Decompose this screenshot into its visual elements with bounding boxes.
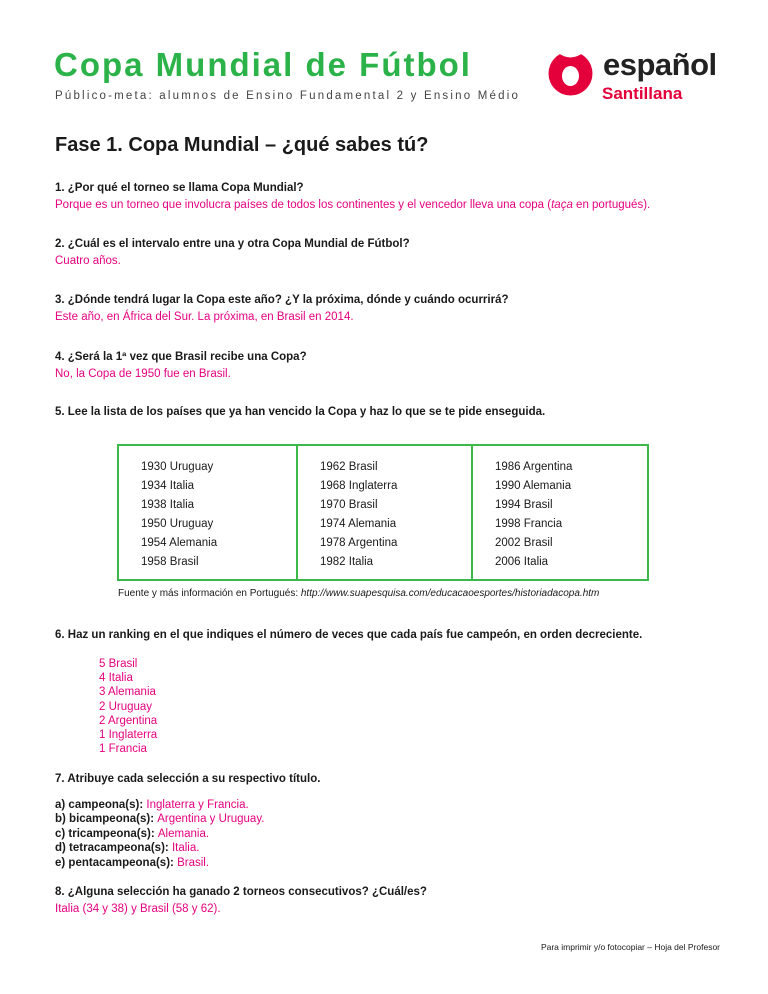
- ranking-item: 1 Inglaterra: [99, 729, 158, 742]
- winner-entry: 1970 Brasil: [320, 499, 378, 511]
- document-title: Copa Mundial de Fútbol: [54, 46, 472, 83]
- phase-title: Fase 1. Copa Mundial – ¿qué sabes tú?: [55, 134, 429, 156]
- ranking-item: 4 Italia: [99, 672, 133, 685]
- ranking-item: 2 Argentina: [99, 714, 158, 727]
- question-7: [55, 771, 735, 788]
- logo-mark-icon: [547, 49, 594, 96]
- ranking-item: 1 Francia: [99, 743, 147, 756]
- winner-entry: 1968 Inglaterra: [320, 480, 398, 492]
- winners-column-2: [296, 446, 471, 579]
- ranking-list: [99, 657, 157, 756]
- winner-entry: 2006 Italia: [495, 556, 549, 568]
- question-text: 6. Haz un ranking en el que indiques el número de veces que cada país fue campeón, en orden decreciente.: [55, 629, 643, 641]
- title-row: c) tricampeona(s): Alemania.: [55, 827, 210, 840]
- winner-entry: 1930 Uruguay: [141, 461, 214, 473]
- question-1: [55, 180, 735, 214]
- title-row: a) campeona(s): Inglaterra y Francia.: [55, 799, 249, 811]
- titles-list: [55, 798, 264, 870]
- question-text: 5. Lee la lista de los países que ya han vencido la Copa y haz lo que se te pide enseguida.: [55, 406, 546, 418]
- logo-brand: Santillana: [602, 84, 683, 103]
- winner-entry: 1950 Uruguay: [141, 518, 214, 530]
- winner-entry: 2002 Brasil: [495, 537, 553, 549]
- source-note: [118, 588, 599, 599]
- answer-text: Cuatro años.: [55, 255, 121, 267]
- title-row: d) tetracampeona(s): Italia.: [55, 842, 200, 855]
- question-text: 4. ¿Será la 1ª vez que Brasil recibe una Copa?: [55, 351, 307, 363]
- answer-text: No, la Copa de 1950 fue en Brasil.: [55, 368, 231, 380]
- question-5: [55, 404, 735, 421]
- winner-entry: 1974 Alemania: [320, 518, 397, 530]
- answer-text: Este año, en África del Sur. La próxima, en Brasil en 2014.: [55, 311, 354, 323]
- title-row: b) bicampeona(s): Argentina y Uruguay.: [55, 813, 265, 826]
- question-text: 2. ¿Cuál es el intervalo entre una y otra Copa Mundial de Fútbol?: [55, 238, 410, 250]
- winners-column-1: [119, 446, 296, 579]
- source-url: http://www.suapesquisa.com/educacaoesportes/historiadacopa.htm: [300, 588, 600, 599]
- question-text: 8. ¿Alguna selección ha ganado 2 torneos consecutivos? ¿Cuál/es?: [55, 886, 427, 898]
- question-text: 3. ¿Dónde tendrá lugar la Copa este año? ¿Y la próxima, dónde y cuándo ocurrirá?: [55, 294, 509, 306]
- question-text: 1. ¿Por qué el torneo se llama Copa Mundial?: [55, 182, 304, 194]
- answer-text: Italia (34 y 38) y Brasil (58 y 62).: [55, 903, 221, 915]
- winners-column-3: [471, 446, 646, 579]
- winner-entry: 1986 Argentina: [495, 461, 573, 473]
- footer-note: Para imprimir y/o fotocopiar – Hoja del Profesor: [540, 942, 720, 952]
- winner-entry: 1990 Alemania: [495, 480, 572, 492]
- ranking-item: 3 Alemania: [99, 686, 156, 699]
- question-8: [55, 884, 735, 918]
- question-2: [55, 236, 735, 270]
- winner-entry: 1982 Italia: [320, 556, 374, 568]
- winner-entry: 1938 Italia: [141, 499, 195, 511]
- winner-entry: 1998 Francia: [495, 518, 563, 530]
- winner-entry: 1934 Italia: [141, 480, 195, 492]
- question-4: [55, 349, 735, 383]
- title-row: e) pentacampeona(s): Brasil.: [55, 856, 210, 869]
- source-label: Fuente y más información en Portugués:: [118, 588, 301, 599]
- logo-wordmark: español: [603, 47, 717, 82]
- santillana-logo: [547, 49, 727, 111]
- question-3: [55, 292, 735, 326]
- winner-entry: 1958 Brasil: [141, 556, 199, 568]
- winner-entry: 1978 Argentina: [320, 537, 398, 549]
- winners-table: [117, 444, 649, 581]
- question-6: [55, 627, 735, 644]
- ranking-item: 5 Brasil: [99, 658, 138, 670]
- winner-entry: 1954 Alemania: [141, 537, 218, 549]
- ranking-item: 2 Uruguay: [99, 700, 153, 713]
- winner-entry: 1962 Brasil: [320, 461, 378, 473]
- answer-text: Porque es un torneo que involucra países de todos los continentes y el vencedor lleva una copa (taça en portugués).: [55, 199, 651, 211]
- winner-entry: 1994 Brasil: [495, 499, 553, 511]
- question-text: 7. Atribuye cada selección a su respectivo título.: [55, 773, 321, 785]
- document-subtitle: Público-meta: alumnos de Ensino Fundamental 2 y Ensino Médio: [55, 90, 521, 102]
